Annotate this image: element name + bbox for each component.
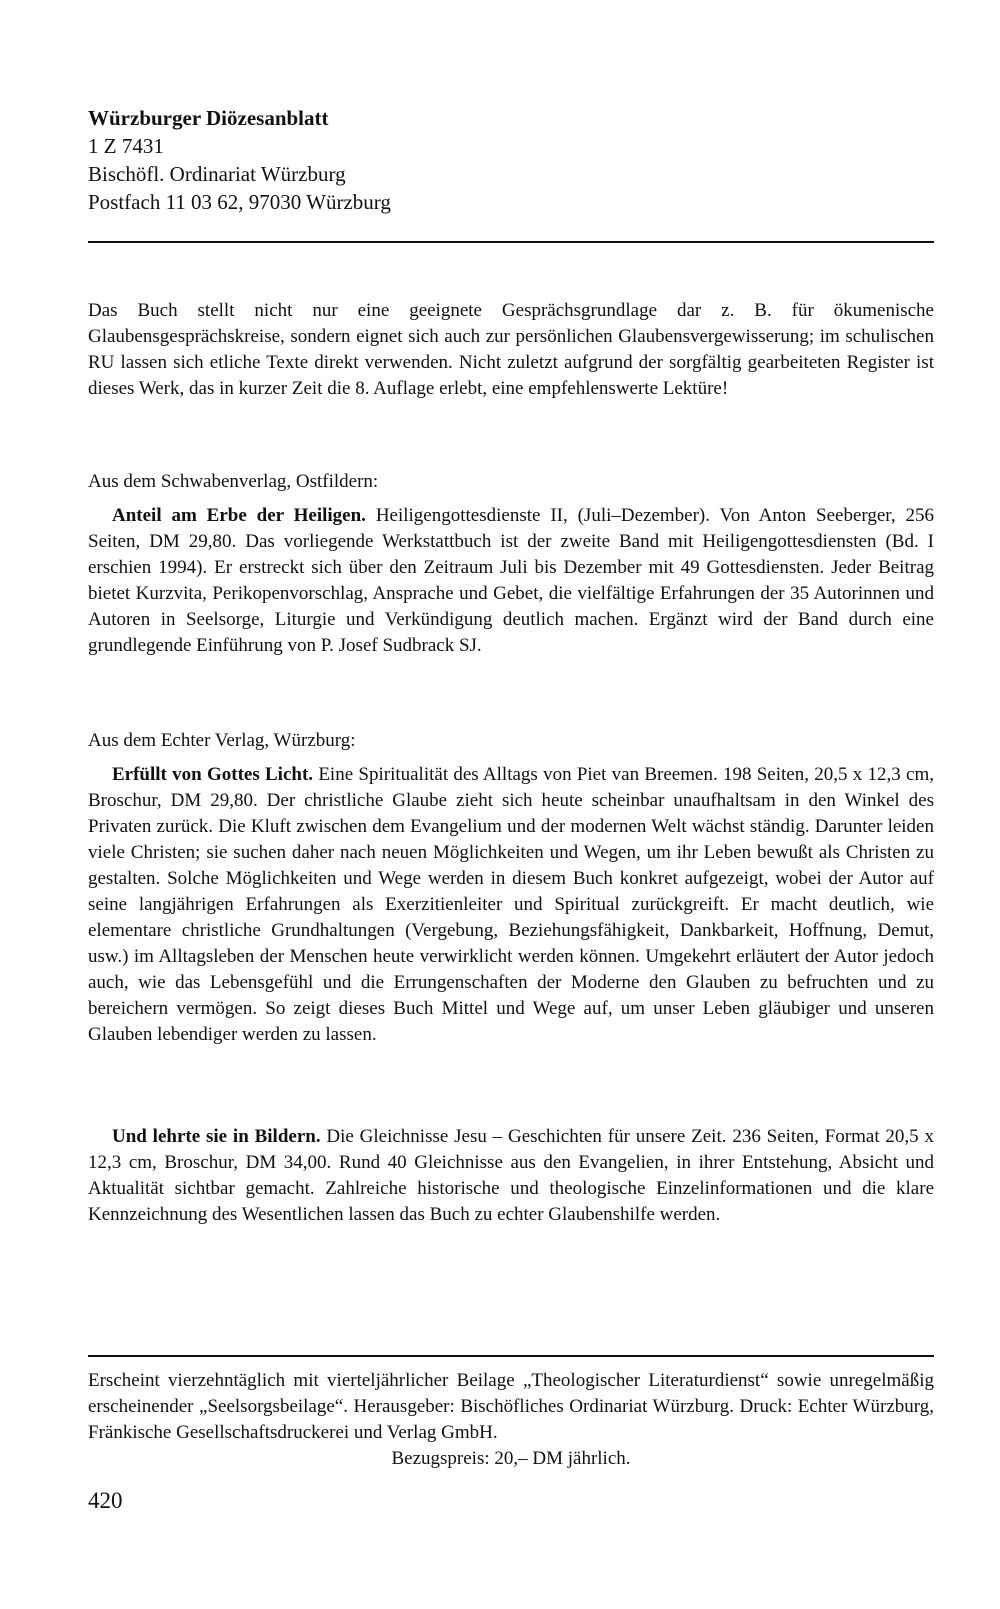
imprint-text: Erscheint vierzehntäglich mit vierteljährlicher Beilage „Theologischer Literaturdienst“ sowie unregelmäßig erscheinender „Seelsorgsbeilage“. Herausgeber: Bischöfliches Ordinariat Würzburg. Druck: Echter Würzburg, Fränkische Gesellschaftsdruckerei und Verlag GmbH. <box>88 1370 934 1443</box>
book-description: Heiligengottesdienste II, (Juli–Dezember). Von Anton Seeberger, 256 Seiten, DM 29,80. Das vorliegende Werkstattbuch ist der zweite Band mit Heiligengottesdiensten (Bd. I erschien 1994). Er erstreckt sich über den Zeitraum Juli bis Dezember mit 49 Gottesdiensten. Jeder Beitrag bietet Kurzvita, Perikopenvorschlag, Ansprache und Gebet, die vielfältige Erfahrungen der 35 Autorinnen und Autoren in Seelsorge, Liturgie und Verkündigung deutlich machen. Ergänzt wird der Band durch eine grundlegende Einführung von P. Josef Sudbrack SJ. <box>88 505 934 656</box>
publisher-heading-schwabenverlag: Aus dem Schwabenverlag, Ostfildern: <box>88 471 379 492</box>
header-divider <box>88 241 934 243</box>
book-title: Anteil am Erbe der Heiligen. <box>112 505 366 526</box>
book-review-anteil <box>88 503 934 659</box>
intro-paragraph: Das Buch stellt nicht nur eine geeignete Gesprächsgrundlage dar z. B. für ökumenische Glaubensgesprächskreise, sondern eignet sich auch zur persönlichen Glaubensvergewisserung; im schulischen RU lassen sich etliche Texte direkt verwenden. Nicht zuletzt aufgrund der sorgfältig gearbeiteten Register ist dieses Werk, das in kurzer Zeit die 8. Auflage erlebt, eine empfehlenswerte Lektüre! <box>88 300 934 399</box>
journal-code: 1 Z 7431 <box>88 134 164 158</box>
page-number: 420 <box>88 1488 123 1513</box>
book-description: Eine Spiritualität des Alltags von Piet van Breemen. 198 Seiten, 20,5 x 12,3 cm, Broschur, DM 29,80. Der christliche Glaube zieht sich heute scheinbar unaufhaltsam in den Winkel des Privaten zurück. Die Kluft zwischen dem Evangelium und der modernen Welt wächst ständig. Darunter leiden viele Christen; sie suchen daher nach neuen Möglichkeiten und Wegen, um ihr Leben bewußt als Christen zu gestalten. Solche Möglichkeiten und Wege werden in diesem Buch konkret aufgezeigt, wobei der Autor auf seine langjährigen Erfahrungen als Exerzitienleiter und Spiritual zurückgreift. Er macht deutlich, wie elementare christliche Grundhaltungen (Vergebung, Beziehungsfähigkeit, Dankbarkeit, Hoffnung, Demut, usw.) im Alltagsleben der Menschen heute verwirklicht werden können. Umgekehrt erläutert der Autor jedoch auch, wie das Lebensgefühl und die Errungenschaften der Moderne den Glauben zu befruchten und zu bereichern vermögen. So zeigt dieses Buch Mittel und Wege auf, um unser Leben gläubiger und unseren Glauben lebendiger werden zu lassen. <box>88 764 934 1045</box>
masthead <box>88 104 391 216</box>
journal-title: Würzburger Diözesanblatt <box>88 106 329 130</box>
book-review-bildern <box>88 1124 934 1228</box>
postal-address: Postfach 11 03 62, 97030 Würzburg <box>88 190 391 214</box>
publisher-heading-echter: Aus dem Echter Verlag, Würzburg: <box>88 730 356 751</box>
book-description: Die Gleichnisse Jesu – Geschichten für unsere Zeit. 236 Seiten, Format 20,5 x 12,3 cm, Broschur, DM 34,00. Rund 40 Gleichnisse aus den Evangelien, in ihrer Entstehung, Absicht und Aktualität sichtbar gemacht. Zahlreiche historische und theologische Einzelinformationen und die klare Kennzeichnung des Wesentlichen lassen das Buch zu echter Glaubenshilfe werden. <box>88 1126 935 1225</box>
subscription-price: Bezugspreis: 20,– DM jährlich. <box>391 1448 631 1469</box>
footer-divider <box>88 1355 934 1357</box>
publisher-office: Bischöfl. Ordinariat Würzburg <box>88 162 346 186</box>
book-review-erfuellt <box>88 762 934 1048</box>
book-title: Erfüllt von Gottes Licht. <box>112 764 314 785</box>
book-title: Und lehrte sie in Bildern. <box>112 1126 321 1147</box>
imprint <box>88 1368 934 1472</box>
